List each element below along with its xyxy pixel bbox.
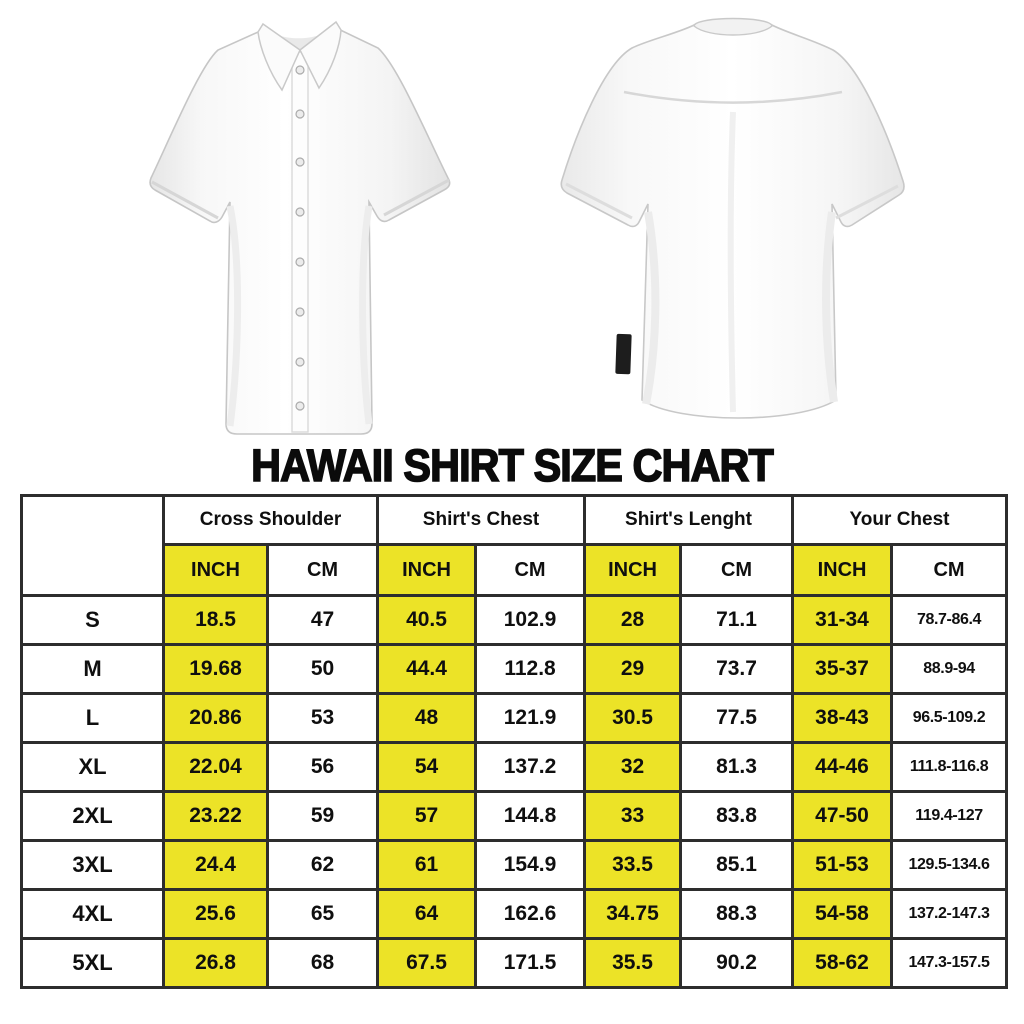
cell-cross-shoulder-inch: 26.8 bbox=[164, 939, 268, 988]
table-row bbox=[22, 792, 1007, 841]
unit-header-inch: INCH bbox=[164, 545, 268, 596]
care-tag bbox=[615, 334, 631, 374]
cell-shirts-chest-inch: 67.5 bbox=[378, 939, 476, 988]
cell-shirts-chest-cm: 102.9 bbox=[476, 596, 585, 645]
cell-your-chest-cm: 111.8-116.8 bbox=[892, 743, 1007, 792]
cell-shirts-lenght-cm: 83.8 bbox=[681, 792, 793, 841]
unit-header-cm: CM bbox=[476, 545, 585, 596]
cell-shirts-lenght-cm: 71.1 bbox=[681, 596, 793, 645]
cell-your-chest-cm: 96.5-109.2 bbox=[892, 694, 1007, 743]
cell-shirts-chest-cm: 162.6 bbox=[476, 890, 585, 939]
cell-your-chest-inch: 47-50 bbox=[793, 792, 892, 841]
row-size-label: M bbox=[22, 645, 164, 694]
cell-shirts-chest-inch: 54 bbox=[378, 743, 476, 792]
cell-shirts-chest-inch: 40.5 bbox=[378, 596, 476, 645]
row-size-label: L bbox=[22, 694, 164, 743]
unit-header-inch: INCH bbox=[793, 545, 892, 596]
cell-cross-shoulder-cm: 65 bbox=[268, 890, 378, 939]
cell-shirts-lenght-inch: 28 bbox=[585, 596, 681, 645]
cell-your-chest-cm: 137.2-147.3 bbox=[892, 890, 1007, 939]
cell-cross-shoulder-cm: 62 bbox=[268, 841, 378, 890]
unit-header-cm: CM bbox=[681, 545, 793, 596]
cell-your-chest-inch: 38-43 bbox=[793, 694, 892, 743]
unit-header-cm: CM bbox=[268, 545, 378, 596]
cell-cross-shoulder-inch: 24.4 bbox=[164, 841, 268, 890]
cell-your-chest-inch: 44-46 bbox=[793, 743, 892, 792]
cell-cross-shoulder-inch: 18.5 bbox=[164, 596, 268, 645]
cell-shirts-lenght-inch: 32 bbox=[585, 743, 681, 792]
cell-shirts-lenght-inch: 33.5 bbox=[585, 841, 681, 890]
unit-header-inch: INCH bbox=[378, 545, 476, 596]
cell-shirts-lenght-cm: 77.5 bbox=[681, 694, 793, 743]
cell-shirts-lenght-cm: 73.7 bbox=[681, 645, 793, 694]
cell-shirts-chest-cm: 121.9 bbox=[476, 694, 585, 743]
cell-shirts-lenght-cm: 81.3 bbox=[681, 743, 793, 792]
cell-cross-shoulder-cm: 50 bbox=[268, 645, 378, 694]
table-row bbox=[22, 939, 1007, 988]
cell-cross-shoulder-cm: 56 bbox=[268, 743, 378, 792]
column-group-shirts-lenght: Shirt's Lenght bbox=[585, 496, 793, 545]
cell-cross-shoulder-cm: 59 bbox=[268, 792, 378, 841]
column-group-shirts-chest: Shirt's Chest bbox=[378, 496, 585, 545]
cell-shirts-chest-inch: 64 bbox=[378, 890, 476, 939]
column-group-cross-shoulder: Cross Shoulder bbox=[164, 496, 378, 545]
row-size-label: XL bbox=[22, 743, 164, 792]
row-size-label: 5XL bbox=[22, 939, 164, 988]
cell-cross-shoulder-inch: 19.68 bbox=[164, 645, 268, 694]
cell-cross-shoulder-cm: 47 bbox=[268, 596, 378, 645]
shirt-front-image bbox=[126, 6, 476, 444]
unit-header-row bbox=[22, 545, 1007, 596]
shirt-back-image bbox=[536, 12, 928, 438]
cell-cross-shoulder-inch: 23.22 bbox=[164, 792, 268, 841]
page-title: HAWAII SHIRT SIZE CHART bbox=[251, 440, 773, 491]
corner-cell bbox=[22, 496, 164, 596]
cell-cross-shoulder-cm: 68 bbox=[268, 939, 378, 988]
size-chart-table bbox=[20, 494, 1008, 989]
cell-your-chest-cm: 147.3-157.5 bbox=[892, 939, 1007, 988]
unit-header-inch: INCH bbox=[585, 545, 681, 596]
cell-shirts-chest-inch: 44.4 bbox=[378, 645, 476, 694]
cell-shirts-chest-cm: 112.8 bbox=[476, 645, 585, 694]
cell-your-chest-inch: 31-34 bbox=[793, 596, 892, 645]
cell-your-chest-inch: 54-58 bbox=[793, 890, 892, 939]
cell-shirts-lenght-cm: 85.1 bbox=[681, 841, 793, 890]
table-row bbox=[22, 645, 1007, 694]
cell-shirts-lenght-inch: 29 bbox=[585, 645, 681, 694]
cell-cross-shoulder-inch: 22.04 bbox=[164, 743, 268, 792]
cell-your-chest-cm: 129.5-134.6 bbox=[892, 841, 1007, 890]
column-group-your-chest: Your Chest bbox=[793, 496, 1007, 545]
cell-shirts-chest-cm: 171.5 bbox=[476, 939, 585, 988]
cell-shirts-lenght-inch: 34.75 bbox=[585, 890, 681, 939]
cell-shirts-lenght-inch: 30.5 bbox=[585, 694, 681, 743]
cell-cross-shoulder-inch: 25.6 bbox=[164, 890, 268, 939]
cell-shirts-chest-inch: 48 bbox=[378, 694, 476, 743]
row-size-label: 4XL bbox=[22, 890, 164, 939]
cell-your-chest-inch: 35-37 bbox=[793, 645, 892, 694]
cell-shirts-lenght-inch: 35.5 bbox=[585, 939, 681, 988]
group-header-row bbox=[22, 496, 1007, 545]
cell-shirts-lenght-cm: 88.3 bbox=[681, 890, 793, 939]
cell-shirts-lenght-inch: 33 bbox=[585, 792, 681, 841]
cell-your-chest-cm: 119.4-127 bbox=[892, 792, 1007, 841]
row-size-label: S bbox=[22, 596, 164, 645]
cell-shirts-chest-inch: 57 bbox=[378, 792, 476, 841]
cell-shirts-chest-cm: 144.8 bbox=[476, 792, 585, 841]
cell-shirts-lenght-cm: 90.2 bbox=[681, 939, 793, 988]
unit-header-cm: CM bbox=[892, 545, 1007, 596]
table-row bbox=[22, 694, 1007, 743]
cell-shirts-chest-cm: 154.9 bbox=[476, 841, 585, 890]
table-row bbox=[22, 841, 1007, 890]
cell-your-chest-cm: 78.7-86.4 bbox=[892, 596, 1007, 645]
table-row bbox=[22, 596, 1007, 645]
cell-your-chest-inch: 58-62 bbox=[793, 939, 892, 988]
table-row bbox=[22, 743, 1007, 792]
row-size-label: 3XL bbox=[22, 841, 164, 890]
cell-your-chest-cm: 88.9-94 bbox=[892, 645, 1007, 694]
cell-shirts-chest-inch: 61 bbox=[378, 841, 476, 890]
table-row bbox=[22, 890, 1007, 939]
cell-cross-shoulder-inch: 20.86 bbox=[164, 694, 268, 743]
cell-cross-shoulder-cm: 53 bbox=[268, 694, 378, 743]
cell-shirts-chest-cm: 137.2 bbox=[476, 743, 585, 792]
row-size-label: 2XL bbox=[22, 792, 164, 841]
cell-your-chest-inch: 51-53 bbox=[793, 841, 892, 890]
